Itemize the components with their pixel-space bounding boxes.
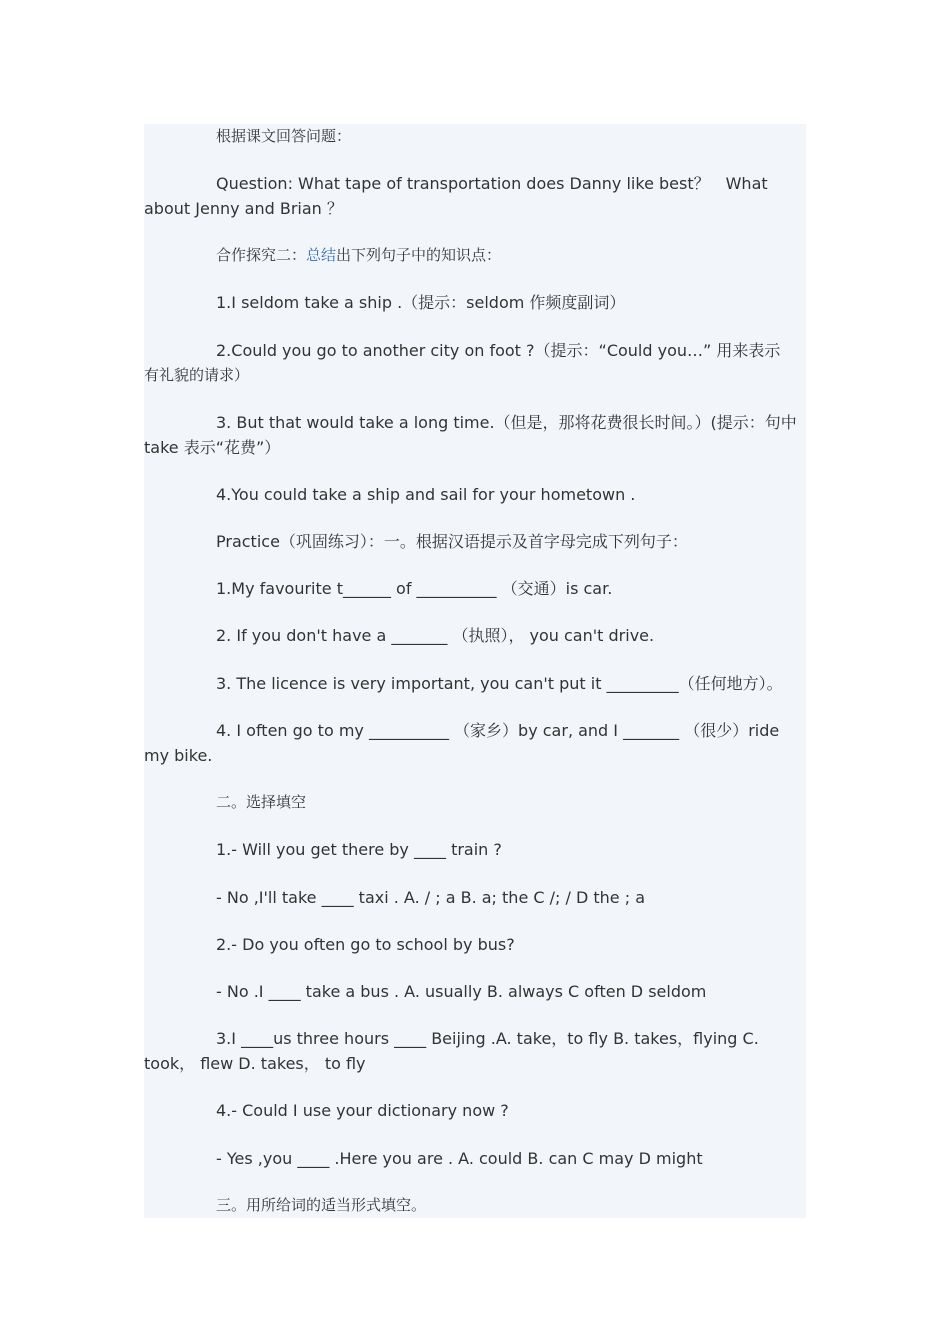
- choice-3-line-2: took， flew D. takes， to fly: [144, 1054, 366, 1073]
- choice-1-answer: - No ,I'll take ____ taxi . A. / ; a B. a; the C /; / D the ; a: [216, 888, 646, 907]
- practice-item-2: 2. If you don't have a _______ （执照）， you can't drive.: [216, 626, 655, 645]
- choice-2-question: 2.- Do you often go to school by bus?: [216, 935, 515, 954]
- practice-heading: Practice（巩固练习）：一。根据汉语提示及首字母完成下列句子：: [216, 532, 688, 551]
- knowledge-point-2-line-1: 2.Could you go to another city on foot ?（提示：“Could you…” 用来表示: [216, 341, 781, 360]
- choice-3-line-1: 3.I ____us three hours ____ Beijing .A. take，to fly B. takes，flying C.: [216, 1029, 759, 1048]
- knowledge-point-1: 1.I seldom take a ship .（提示：seldom 作频度副词）: [216, 293, 626, 312]
- practice-item-3: 3. The licence is very important, you can't put it _________（任何地方）。: [216, 674, 783, 693]
- cooperation-heading: [144, 243, 806, 268]
- section-3-heading: 三。用所给词的适当形式填空。: [216, 1196, 427, 1214]
- knowledge-point-3-line-1: 3. But that would take a long time.（但是，那将花费很长时间。）(提示：句中: [216, 413, 797, 432]
- instruction-answer-questions: 根据课文回答问题：: [216, 127, 352, 145]
- practice-item-4-line-1: 4. I often go to my __________ （家乡）by car, and I _______ （很少）ride: [216, 721, 780, 740]
- choice-4-answer: - Yes ,you ____ .Here you are . A. could B. can C may D might: [216, 1149, 703, 1168]
- question-line-1: Question: What tape of transportation does Danny like best？ What: [216, 174, 768, 193]
- question-line-2: about Jenny and Brian ？: [144, 199, 343, 218]
- choice-4-question: 4.- Could I use your dictionary now ?: [216, 1101, 509, 1120]
- knowledge-point-4: 4.You could take a ship and sail for your hometown .: [216, 485, 636, 504]
- cooperation-label: 合作探究二：: [216, 246, 307, 264]
- summary-link[interactable]: 总结: [306, 246, 337, 264]
- choice-1-question: 1.- Will you get there by ____ train ?: [216, 840, 502, 859]
- practice-item-1: 1.My favourite t______ of __________ （交通）is car.: [216, 579, 613, 598]
- knowledge-point-2-line-2: 有礼貌的请求）: [144, 366, 250, 384]
- choice-2-answer: - No .I ____ take a bus . A. usually B. always C often D seldom: [216, 982, 707, 1001]
- knowledge-point-3-line-2: take 表示“花费”）: [144, 438, 281, 457]
- practice-item-4-line-2: my bike.: [144, 746, 213, 765]
- section-2-heading: 二。选择填空: [216, 793, 307, 811]
- cooperation-rest: 出下列句子中的知识点：: [336, 246, 502, 264]
